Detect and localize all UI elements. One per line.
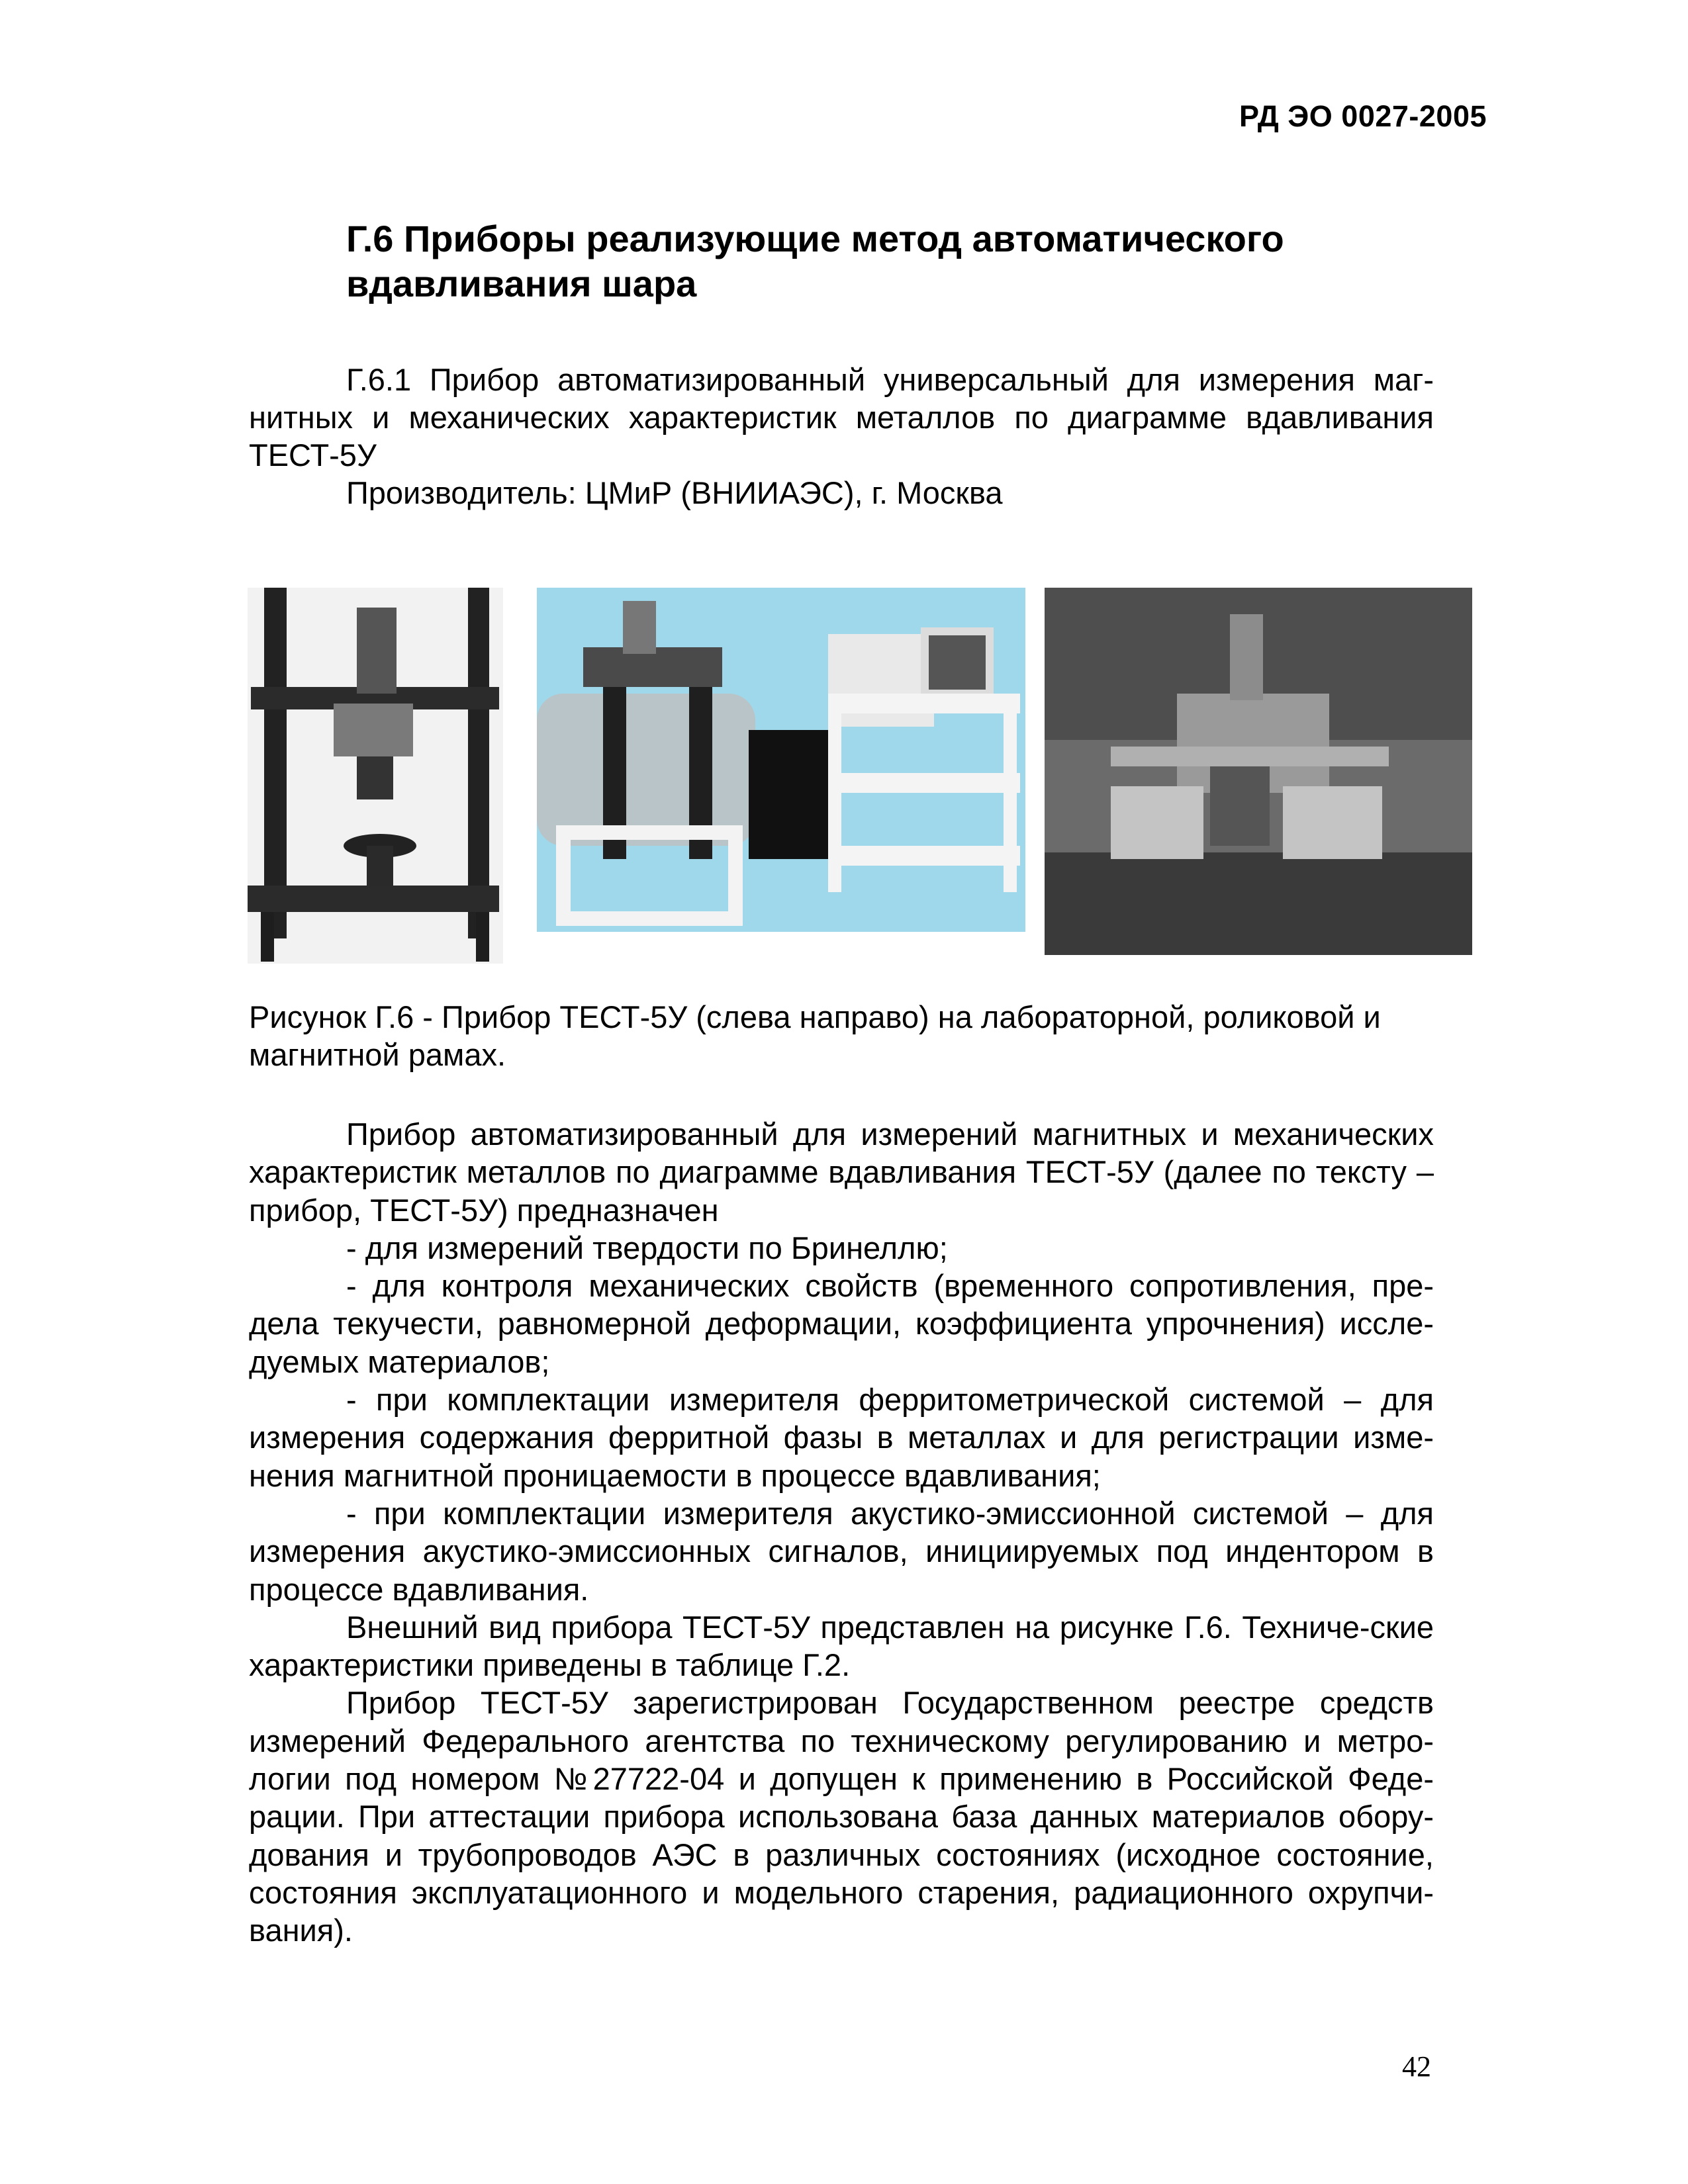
section-title-line-2: вдавливания шара	[346, 263, 697, 304]
body-text	[249, 1115, 1434, 1950]
photo-laboratory-frame	[248, 588, 503, 964]
photo-roller-frame	[537, 588, 1025, 932]
page-number: 42	[1402, 2050, 1431, 2083]
purpose-item-1: - для измерений твердости по Бринеллю;	[346, 1230, 948, 1265]
purpose-item-3: - при комплектации измерителя ферритометрической системой – для измерения содержания ферритной фазы в металлах и для регистрации изме-нения магнитной проницаемости в процессе вдавливания;	[249, 1382, 1434, 1493]
registration-paragraph: Прибор ТЕСТ-5У зарегистрирован Государственном реестре средств измерений Федерального агентства по техническому регулированию и метро-логии под номером №27722-04 и допущен к применению в Российской Феде-рации. При аттестации прибора использована база данных материалов обору-дования и трубопроводов АЭС в различных состояниях (исходное состояние, состояния эксплуатационного и модельного старения, радиационного охрупчи-вания).	[249, 1685, 1434, 1948]
manufacturer-line: Производитель: ЦМиР (ВНИИАЭС), г. Москва	[346, 475, 1003, 510]
section-title	[346, 216, 1405, 306]
figure-caption: Рисунок Г.6 - Прибор ТЕСТ-5У (слева направо) на лабораторной, роликовой и магнитной рамах.	[249, 999, 1381, 1072]
purpose-item-4: - при комплектации измерителя акустико-эмиссионной системой – для измерения акустико-эмиссионных сигналов, инициируемых под индентором в процессе вдавливания.	[249, 1495, 1434, 1607]
appearance-paragraph: Внешний вид прибора ТЕСТ-5У представлен на рисунке Г.6. Техниче-ские характеристики приведены в таблице Г.2.	[249, 1609, 1434, 1683]
section-title-line-1: Г.6 Приборы реализующие метод автоматического	[346, 218, 1284, 259]
photo-magnetic-frame	[1045, 588, 1472, 955]
purpose-item-2: - для контроля механических свойств (временного сопротивления, пре-дела текучести, равномерной деформации, коэффициента упрочнения) иссле-дуемых материалов;	[249, 1268, 1434, 1379]
purpose-paragraph: Прибор автоматизированный для измерений магнитных и механических характеристик металлов по диаграмме вдавливания ТЕСТ-5У (далее по тексту – прибор, ТЕСТ-5У) предназначен	[249, 1116, 1434, 1228]
device-description: Г.6.1 Прибор автоматизированный универсальный для измерения маг-нитных и механических характеристик металлов по диаграмме вдавливания ТЕСТ-5У	[249, 362, 1434, 473]
document-code: РД ЭО 0027-2005	[1239, 99, 1487, 133]
device-intro	[249, 361, 1434, 512]
